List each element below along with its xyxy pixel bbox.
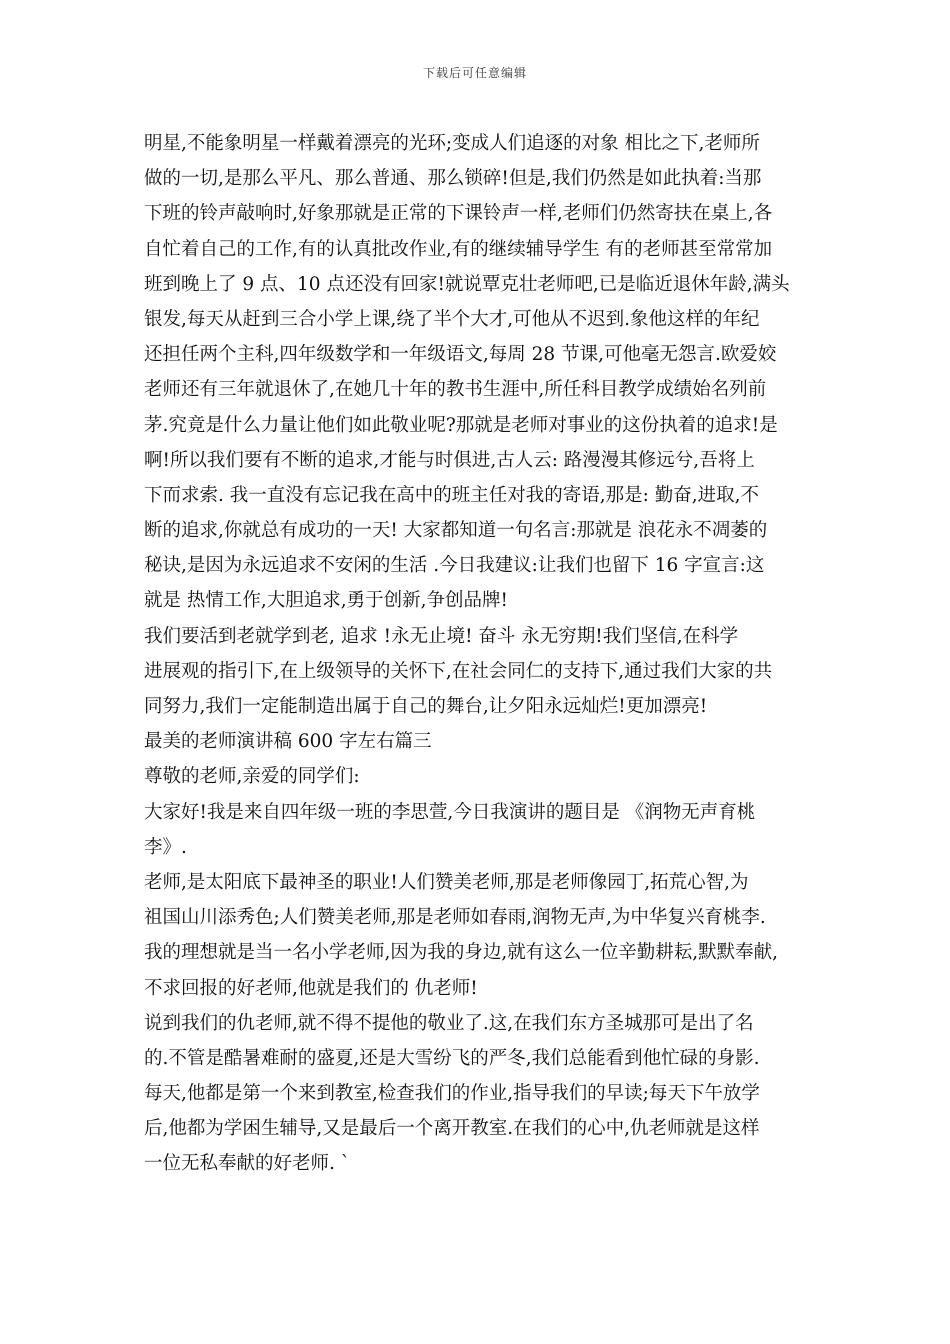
salutation-line: 尊敬的老师,亲爱的同学们: [144, 766, 360, 788]
text-line: 李》. [144, 836, 187, 858]
text-line: 就是 热情工作,大胆追求,勇于创新,争创品牌! [144, 590, 508, 612]
text-line: 后,他都为学困生辅导,又是最后一个离开教室.在我们的心中,仇老师就是这样 [144, 1118, 760, 1140]
text-line: 下而求索. 我一直没有忘记我在高中的班主任对我的寄语,那是: 勤奋,进取,不 [144, 484, 760, 506]
text-line: 断的追求,你就总有成功的一天! 大家都知道一句名言:那就是 浪花永不凋萎的 [144, 520, 768, 542]
text-line: 祖国山川添秀色;人们赞美老师,那是老师如春雨,润物无声,为中华复兴育桃李. [144, 907, 766, 929]
text-line: 啊!所以我们要有不断的追求,才能与时俱进,古人云: 路漫漫其修远兮,吾将上 [144, 449, 755, 471]
text-line: 秘诀,是因为永远追求不安闲的生活 .今日我建议:让我们也留下 16 字宣言:这 [144, 555, 765, 577]
text-line: 大家好!我是来自四年级一班的李思萱,今日我演讲的题目是 《润物无声育桃 [144, 801, 756, 823]
text-line: 老师,是太阳底下最神圣的职业!人们赞美老师,那是老师像园丁,拓荒心智,为 [144, 871, 749, 893]
text-line: 还担任两个主科,四年级数学和一年级语文,每周 28 节课,可他毫无怨言.欧爱姣 [144, 344, 777, 366]
document-body [144, 126, 814, 1182]
text-line: 银发,每天从赶到三合小学上课,绕了半个大才,可他从不迟到.象他这样的年纪 [144, 308, 760, 330]
text-line: 班到晚上了 9 点、10 点还没有回家!就说覃克壮老师吧,已是临近退休年龄,满头 [144, 273, 790, 295]
text-line: 我的理想就是当一名小学老师,因为我的身边,就有这么一位辛勤耕耘,默默奉献, [144, 942, 779, 964]
text-line: 明星,不能象明星一样戴着漂亮的光环;变成人们追逐的对象 相比之下,老师所 [144, 133, 760, 154]
text-line: 一位无私奉献的好老师. ` [144, 1153, 351, 1175]
text-line: 我们要活到老就学到老, 追求 !永无止境! 奋斗 永无穷期!我们坚信,在科学 [144, 625, 739, 647]
text-line: 同努力,我们一定能制造出属于自己的舞台,让夕阳永远灿烂!更加漂亮! [144, 696, 708, 717]
section-heading: 最美的老师演讲稿 600 字左右篇三 [144, 731, 432, 753]
text-line: 说到我们的仇老师,就不得不提他的敬业了.这,在我们东方圣城那可是出了名 [144, 1012, 754, 1034]
text-line: 进展观的指引下,在上级领导的关怀下,在社会同仁的支持下,通过我们大家的共 [144, 660, 773, 682]
text-line: 茅.究竟是什么力量让他们如此敬业呢?那就是老师对事业的这份执着的追求!是 [144, 414, 778, 436]
text-line: 老师还有三年就退休了,在她几十年的教书生涯中,所任科目教学成绩始名列前 [144, 379, 767, 401]
text-line: 自忙着自己的工作,有的认真批改作业,有的继续辅导学生 有的老师甚至常常加 [144, 238, 773, 260]
text-line: 的.不管是酷暑难耐的盛夏,还是大雪纷飞的严冬,我们总能看到他忙碌的身影. [144, 1047, 760, 1069]
page-header: 下载后可任意编辑 [422, 66, 527, 80]
text-line: 不求回报的好老师,他就是我们的 仇老师! [144, 977, 478, 999]
text-line: 做的一切,是那么平凡、那么普通、那么锁碎!但是,我们仍然是如此执着:当那 [144, 168, 762, 190]
text-line: 每天,他都是第一个来到教室,检查我们的作业,指导我们的早读;每天下午放学 [144, 1083, 760, 1105]
text-line: 下班的铃声敲响时,好象那就是正常的下课铃声一样,老师们仍然寄扶在桌上,各 [144, 203, 773, 225]
